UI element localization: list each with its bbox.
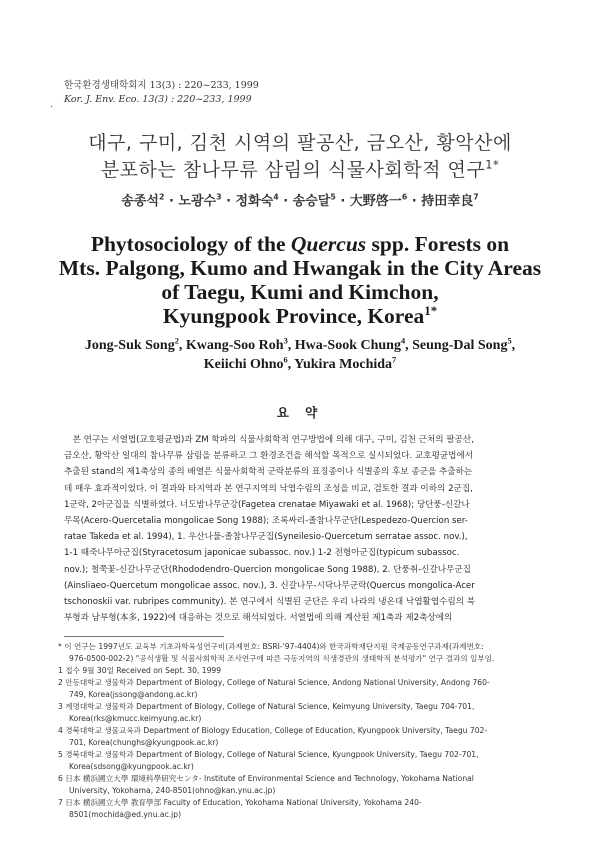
- author-affiliation-marker: 7: [392, 355, 397, 365]
- abstract-line: 데 매우 효과적이었다. 이 결과와 타지역과 본 연구지역의 낙엽수림의 조성을 비교, 검토한 결과 이하의 2군집,: [64, 483, 473, 494]
- footnotes: [58, 641, 570, 821]
- author-name-en: Seung-Dal Song: [412, 338, 508, 353]
- footnote-line: 701, Korea(chunghs@kyungpook.ac.kr): [69, 738, 219, 747]
- journal-citation-en: Kor. J. Env. Eco. 13(3) : 220~233, 1999: [64, 94, 252, 105]
- abstract-line: 1-1 때죽나무아군집(Styracetosum japonicae subassoc. nov.) 1-2 전형아군집(typicum subassoc.: [64, 548, 460, 559]
- abstract-line: 1군락, 2아군집을 식별하였다. 너도밤나무군강(Fagetea crenatae Miyawaki et al. 1968); 당단풍-신갈나: [64, 499, 470, 510]
- english-title-line-2: Mts. Palgong, Kumo and Hwangak in the City Areas: [58, 256, 542, 280]
- author-name-kr: 持田幸良: [421, 194, 474, 209]
- author-name-en: Yukira Mochida: [294, 357, 393, 372]
- footnote-line: University, Yokohama, 240-8501(ohno@kan.ynu.ac.jp): [69, 786, 276, 795]
- footnote-marker: 1*: [424, 303, 438, 318]
- author-affiliation-marker: 3: [283, 336, 288, 346]
- author-separator: ,: [287, 338, 295, 353]
- abstract-line: ratae Takeda et al. 1994), 1. 우산나물-졸참나무군집(Syneilesio-Quercetum serratae assoc. nov.),: [64, 532, 468, 543]
- author-affiliation-marker: 2: [174, 336, 179, 346]
- abstract-heading: 요 약: [276, 405, 324, 420]
- author-separator: ,: [405, 338, 413, 353]
- author-separator: ,: [178, 338, 186, 353]
- abstract-line: 무목(Acero-Quercetalia mongolicae Song 1988); 조록싸리-졸참나무군단(Lespedezo-Quercion ser-: [64, 515, 468, 526]
- footnote-line: 4 경북대학교 생물교육과 Department of Biology Education, College of Education, Kyungpook University, Taegu 702-: [58, 726, 488, 735]
- footnote-line: 6 日本 横浜國立大學 環境科學研究センタ- Institute of Environmental Science and Technology, Yokohama National: [58, 774, 474, 783]
- author-separator: ·: [221, 194, 236, 209]
- author-name-en: Keiichi Ohno: [203, 357, 284, 372]
- author-affiliation-marker: 4: [400, 336, 406, 346]
- author-affiliation-marker: 4: [273, 192, 279, 202]
- abstract-line: 추출된 stand의 제1축상의 종의 배열은 식물사회학적 군락분류의 표징종이나 식별종의 후보 종군을 추출하는: [64, 467, 473, 478]
- author-name-en: Hwa-Sook Chung: [294, 338, 401, 353]
- footnote-line: Korea(sdsong@kyungpook.ac.kr): [69, 762, 194, 771]
- footnote-divider: [64, 636, 224, 637]
- author-name-en: Kwang-Soo Roh: [185, 338, 284, 353]
- korean-title: [40, 130, 560, 184]
- author-affiliation-marker: 7: [473, 192, 479, 202]
- author-affiliation-marker: 5: [330, 192, 336, 202]
- margin-dot: .: [50, 99, 54, 110]
- abstract-line: tschonoskii var. rubripes community). 본 연구에서 식별된 군단은 우리 나라의 냉온대 낙엽활엽수림의 북: [64, 596, 476, 607]
- footnote-line: 3 계명대학교 생물학과 Department of Biology, College of Natural Science, Keimyung University, Taegu 704-701,: [58, 702, 475, 711]
- english-title-line-4: Kyungpook Province, Korea$^{1*}$: [162, 303, 438, 328]
- korean-title-line-1: 대구, 구미, 김천 시역의 팔공산, 금오산, 황악산에: [88, 132, 512, 154]
- footnote-line: 976-0500-002-2) "공식생활 및 식물사회학적 조사연구에 따른 극동지역의 식생경관의 생태학적 분석평가" 연구 결과의 일부임.: [69, 654, 495, 663]
- author-separator: ,: [287, 357, 295, 372]
- abstract-line: 부형과 남부형(本多, 1922)에 대응하는 것으로 해석되었다. 서열법에 의해 계산된 제1축과 제2축상에의: [64, 613, 453, 624]
- author-name-en: Jong-Suk Song: [84, 338, 175, 353]
- author-affiliation-marker: 6: [401, 192, 408, 202]
- author-separator: ·: [278, 194, 293, 209]
- footnote-line: Korea(rks@kmucc.keimyung.ac.kr): [69, 714, 202, 723]
- abstract-line: nov.); 철쭉꽃-신갈나무군단(Rhododendro-Quercion mongolicae Song 1988), 2. 단풍취-신갈나무군집: [64, 564, 471, 575]
- footnote-marker: 1*: [485, 157, 500, 172]
- footnote-line: 1 접수 9월 30일 Received on Sept. 30, 1999: [58, 666, 222, 675]
- author-affiliation-marker: 2: [158, 192, 165, 202]
- author-name-kr: 송종석: [121, 194, 159, 209]
- author-name-kr: 노광수: [178, 194, 217, 209]
- english-title-line-1: Phytosociology of the Quercus spp. Forests on: [90, 232, 510, 256]
- english-author-list: [40, 336, 560, 374]
- journal-citation-kr: 한국환경생태학회지 13(3) : 220~233, 1999: [64, 80, 259, 91]
- english-title: [40, 232, 560, 328]
- footnote-line: 7 日本 横浜國立大學 教育學部 Faculty of Education, Yokohama National University, Yokohama 240-: [58, 798, 422, 807]
- author-separator: ·: [407, 194, 422, 209]
- author-separator: ·: [164, 194, 179, 209]
- english-author-line-2: [40, 355, 560, 374]
- abstract-line: 본 연구는 서열법(교호평균법)과 ZM 학파의 식물사회학적 연구방법에 의해 대구, 구미, 김천 근처의 팔공산,: [64, 435, 474, 445]
- footnote-line: 749, Korea(jssong@andong.ac.kr): [69, 690, 198, 699]
- abstract-line: (Ainsliaeo-Quercetum mongolicae assoc. nov.), 3. 신갈나무-시닥나무군락(Quercus mongolica-Acer: [64, 580, 475, 591]
- abstract-line: 금오산, 황악산 일대의 참나무류 삼림을 분류하고 그 환경조건을 해석할 목적으로 실시되었다. 교호평균법에서: [64, 451, 474, 462]
- author-affiliation-marker: 6: [283, 355, 288, 365]
- author-name-kr: 정화숙: [235, 194, 274, 209]
- english-title-line-3: of Taegu, Kumi and Kimchon,: [161, 280, 439, 304]
- author-separator: ,: [511, 338, 516, 353]
- footnote-line: * 이 연구는 1997년도 교육부 기초과학육성연구비(과제번호: BSRI-'97-4404)와 한국과학재단지원 국제공동연구과제(과제번호:: [58, 642, 484, 651]
- english-author-line-1: [40, 336, 560, 355]
- genus-name: Quercus: [290, 232, 367, 256]
- author-affiliation-marker: 3: [216, 192, 222, 202]
- footnote-line: 2 안동대학교 생물학과 Department of Biology, College of Natural Science, Andong National University, Andong 760-: [58, 678, 490, 687]
- author-separator: ·: [335, 194, 350, 209]
- author-name-kr: 大野啓一: [349, 194, 402, 209]
- author-affiliation-marker: 5: [507, 336, 512, 346]
- korean-title-line-2: 분포하는 참나무류 삼림의 식물사회학적 연구$^{1*}$: [100, 157, 500, 181]
- journal-citation: [64, 79, 259, 107]
- footnote-line: 5 경북대학교 생물학과 Department of Biology, College of Natural Science, Kyungpook University, Taegu 702-701,: [58, 750, 479, 759]
- footnote-line: 8501(mochida@ed.ynu.ac.jp): [69, 810, 182, 819]
- author-name-kr: 송승달: [292, 194, 331, 209]
- korean-author-list: [40, 190, 560, 209]
- abstract-body: [64, 432, 548, 626]
